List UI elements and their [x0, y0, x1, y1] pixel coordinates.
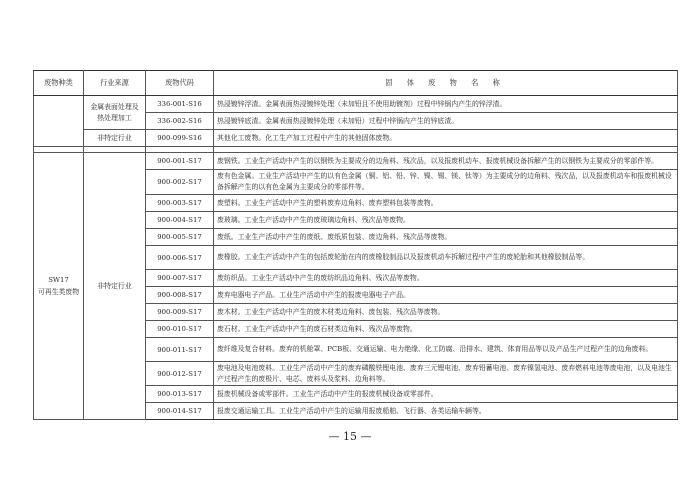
table-row	[34, 153, 678, 170]
waste-name: 废石材。工业生产活动中产生的废石材类边角料、残次品等废物。	[214, 321, 678, 338]
waste-code: 900-010-S17	[146, 321, 214, 338]
waste-name: 废钢铁。工业生产活动中产生的以钢铁为主要成分的边角料、残次品，以及报废机动车、报废机械设备拆解产生的以钢铁为主要成分的零部件等。	[214, 153, 678, 170]
table-row	[34, 96, 678, 113]
waste-code: 900-014-S17	[146, 403, 214, 420]
waste-name: 废橡胶。工业生产活动中产生的包括废轮胎在内的废橡胶制品以及报废机动车拆解过程中产生的废轮胎和其他橡胶制品等。	[214, 246, 678, 270]
waste-code: 900-012-S17	[146, 362, 214, 386]
waste-code: 900-099-S16	[146, 130, 214, 147]
table-row	[34, 130, 678, 147]
industry-cell: 非特定行业	[84, 130, 146, 147]
header-industry: 行业来源	[84, 71, 146, 96]
waste-code: 336-001-S16	[146, 96, 214, 113]
industry-cell: 非特定行业	[84, 153, 146, 420]
waste-code: 900-005-S17	[146, 229, 214, 246]
category-cell-empty	[34, 96, 84, 147]
waste-name: 废纸。工业生产活动中产生的废纸、废纸质包装、废边角料、残次品等废物。	[214, 229, 678, 246]
waste-code: 900-008-S17	[146, 287, 214, 304]
waste-code: 900-002-S17	[146, 170, 214, 195]
waste-name: 废纺织品。工业生产活动中产生的废纺织品边角料、残次品等废物。	[214, 270, 678, 287]
waste-code: 900-004-S17	[146, 212, 214, 229]
industry-cell: 金属表面处理及热处理加工	[84, 96, 146, 130]
waste-code: 900-009-S17	[146, 304, 214, 321]
waste-code: 900-003-S17	[146, 195, 214, 212]
table-header-row	[34, 71, 678, 96]
waste-code: 900-006-S17	[146, 246, 214, 270]
waste-name: 废玻璃。工业生产活动中产生的废玻璃边角料、残次品等废物。	[214, 212, 678, 229]
header-category: 废物种类	[34, 71, 84, 96]
waste-code: 900-013-S17	[146, 386, 214, 403]
waste-name: 废塑料。工业生产活动中产生的塑料废弃边角料、废弃塑料包装等废物。	[214, 195, 678, 212]
header-code: 废物代码	[146, 71, 214, 96]
waste-name: 热浸镀锌浮渣。金属表面热浸镀锌处理（未加铅且不使用助镀剂）过程中锌锅内产生的锌浮渣。	[214, 96, 678, 113]
waste-table	[33, 70, 678, 420]
waste-code: 900-007-S17	[146, 270, 214, 287]
waste-name: 其他化工废物。化工生产加工过程中产生的其他固体废物。	[214, 130, 678, 147]
waste-code: 900-001-S17	[146, 153, 214, 170]
waste-name: 废纤维及复合材料。废弃的机舱罩、PCB板、交通运输、电力绝缘、化工防腐、沿排水、建筑、体育用品等以及产品生产过程产生的边角废料。	[214, 338, 678, 362]
waste-name: 报废机械设备或零部件。工业生产活动中产生的报废机械设备或零部件。	[214, 386, 678, 403]
page-number: — 15 —	[328, 430, 372, 443]
waste-name: 废电池及电池废料。工业生产活动中产生的废弃磷酸铁锂电池、废弃三元锂电池、废弃铅蓄电池、废弃镍氢电池、废弃燃料电池等废电池，以及电池生产过程产生的废极片、电芯、废料头及浆料、边角料等。	[214, 362, 678, 386]
waste-name: 报废交通运输工具。工业生产活动中产生的运输用报废船舶、飞行器、各类运输车辆等。	[214, 403, 678, 420]
waste-name: 废有色金属。工业生产活动中产生的以有色金属（铜、铝、铅、锌、镍、锡、镁、钛等）为主要成分的边角料、残次品，以及报废机动车和报废机械设备拆解产生的以有色金属为主要成分的零部件等。	[214, 170, 678, 195]
waste-name: 废木材。工业生产活动中产生的废木材类边角料、废包装、残次品等废物。	[214, 304, 678, 321]
waste-name: 热浸镀锌底渣。金属表面热浸镀锌处理（未加铅）过程中锌锅内产生的锌底渣。	[214, 113, 678, 130]
waste-code: 900-011-S17	[146, 338, 214, 362]
category-sw17: SW17 可再生类废物	[34, 153, 84, 420]
header-name: 固 体 废 物 名 称	[214, 71, 678, 96]
waste-name: 废弃电器电子产品。工业生产活动中产生的报废电器电子产品。	[214, 287, 678, 304]
waste-code: 336-002-S16	[146, 113, 214, 130]
